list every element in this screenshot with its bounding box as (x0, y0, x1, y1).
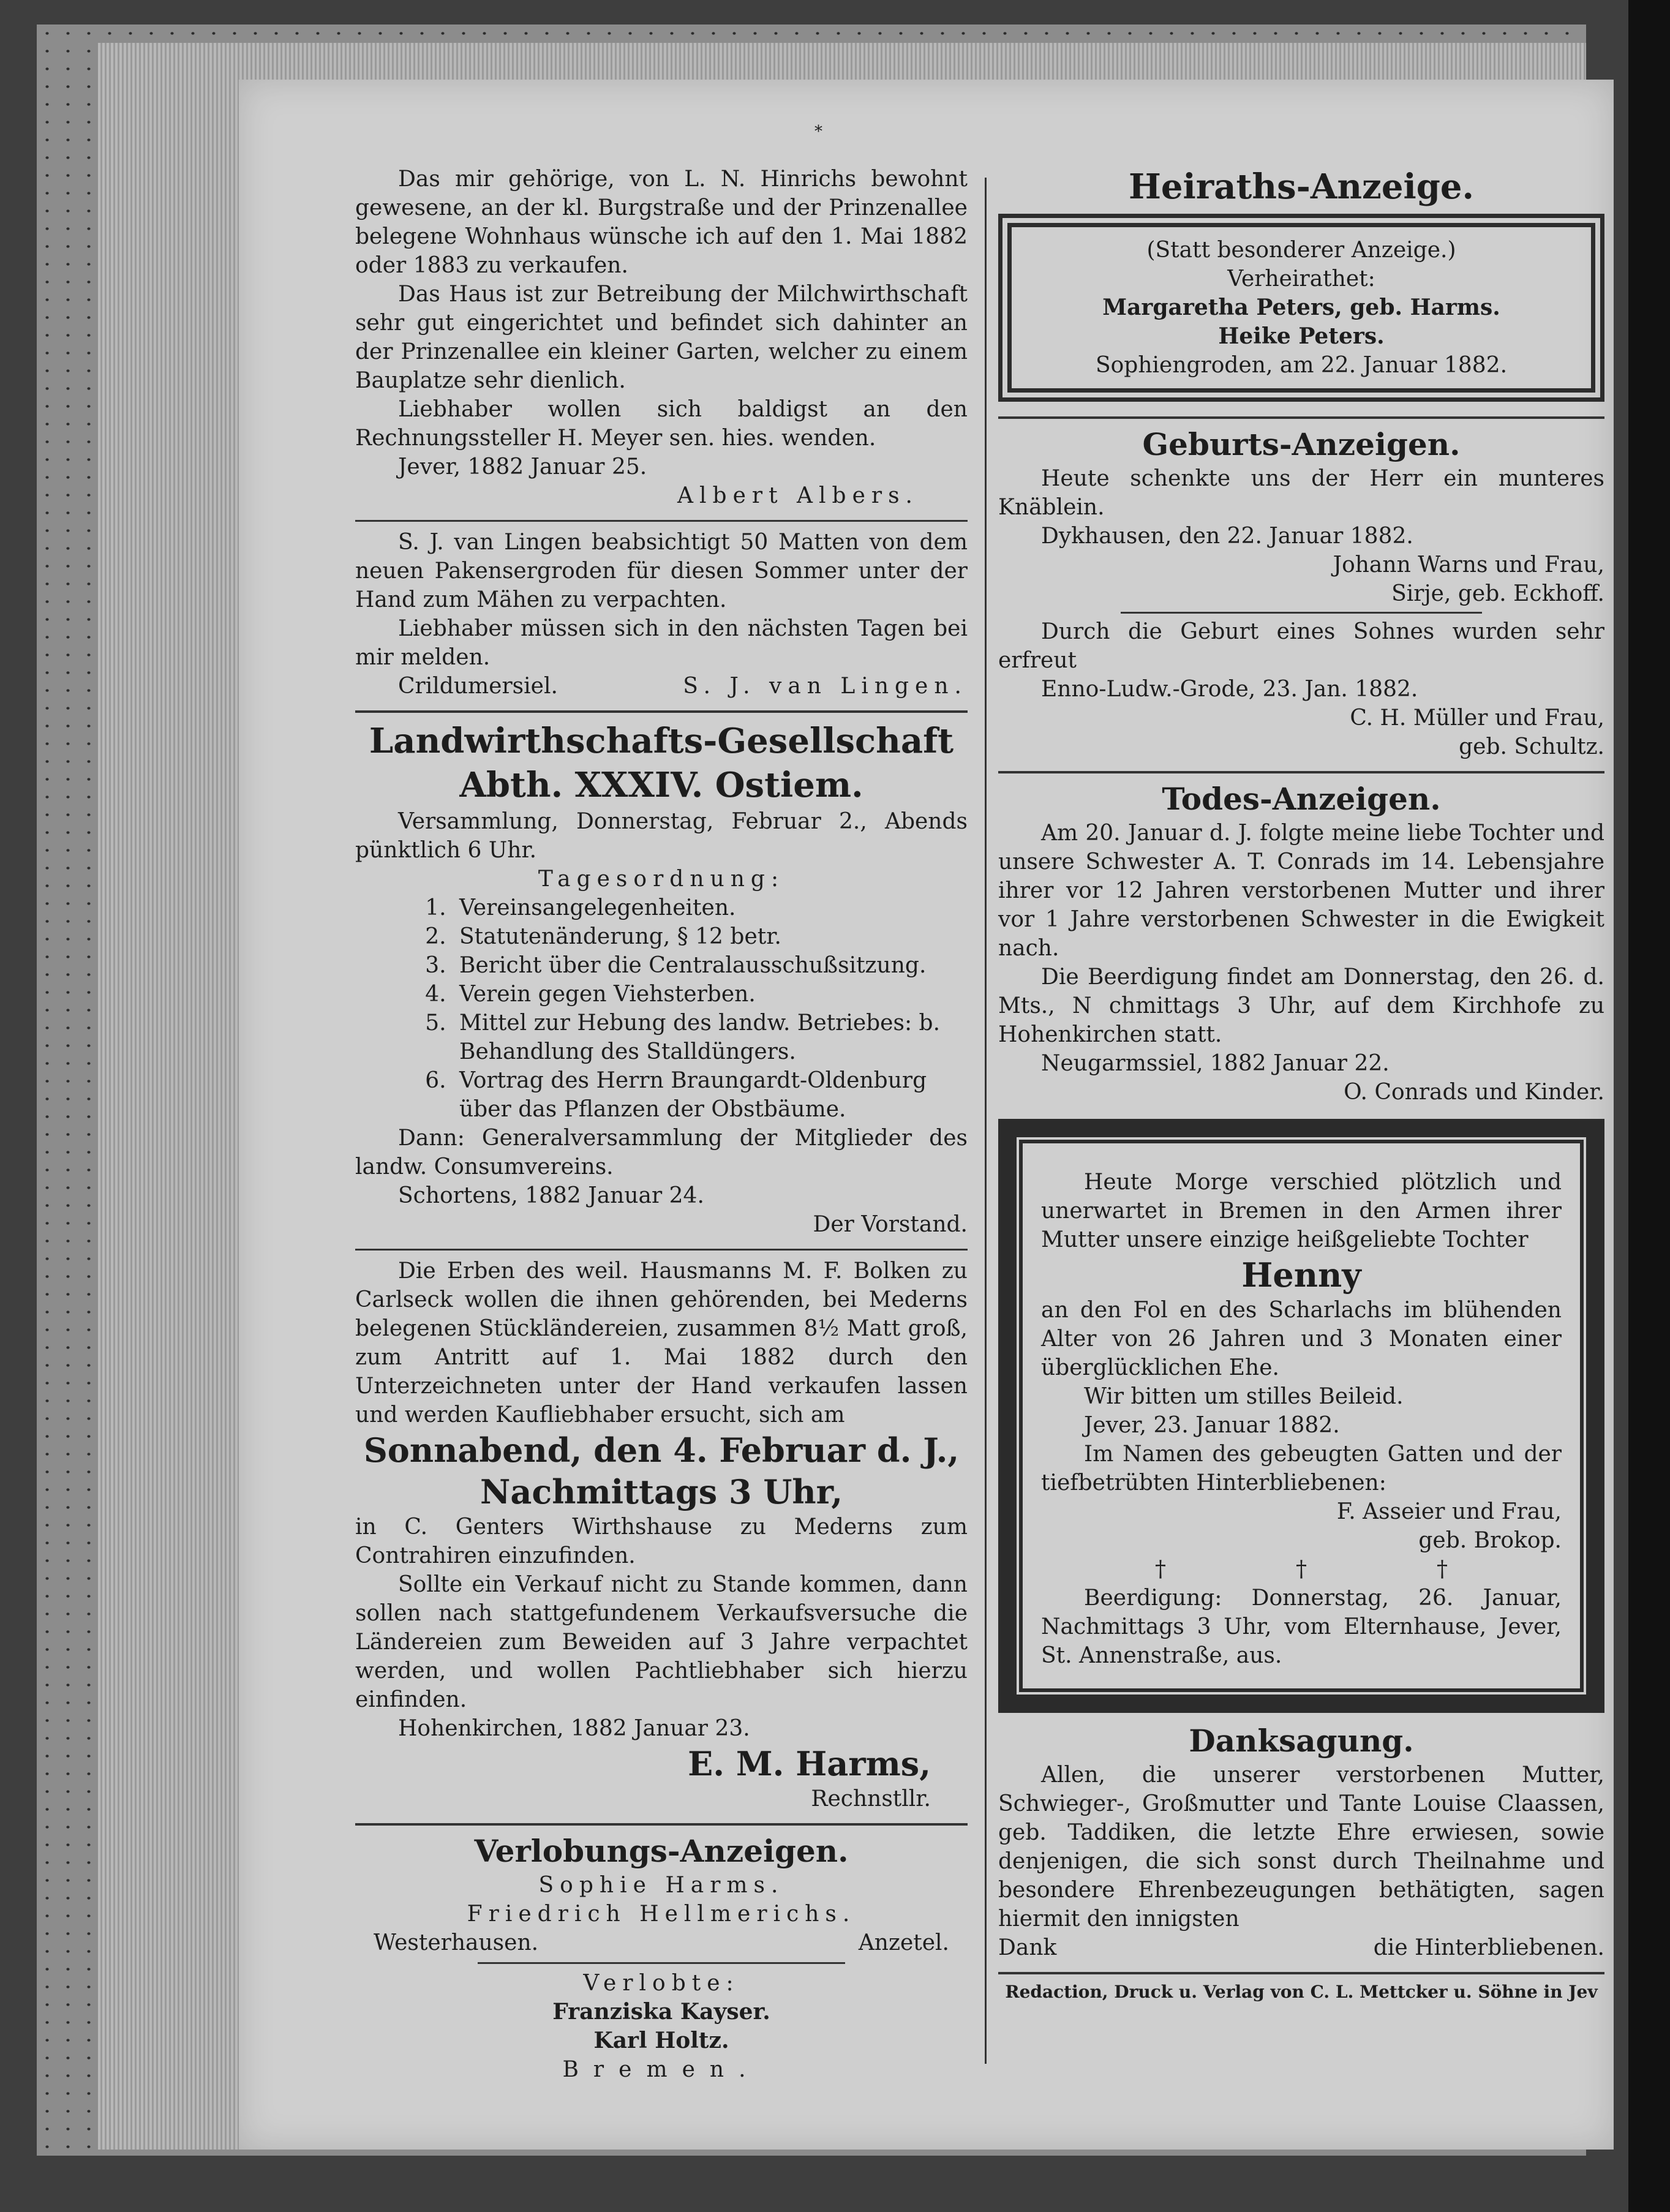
ad-text: Im Namen des gebeugten Gatten und der tiefbetrübten Hinterbliebenen: (1041, 1442, 1562, 1495)
ad-text: Allen, die unserer verstorbenen Mutter, Schwieger-, Großmutter und Tante Louise Claassen, geb. Taddiken, die letzte Ehre erwiesen, sowie denjenigen, die sich sonst durch Theilnahme und besondere Ehrenbezeugungen bethätigten, sagen hiermit den innigsten (998, 1762, 1604, 1932)
ad-land-sale (355, 1254, 968, 1819)
place: Westerhausen. (374, 1930, 539, 1955)
agenda-item: 2. Statutenänderung, § 12 betr. (453, 922, 968, 951)
ornamental-frame (998, 214, 1604, 402)
place: Crildumersiel. (398, 674, 558, 699)
agenda-title: Tagesordnung: (538, 867, 785, 892)
name: Margaretha Peters, geb. Harms. (1102, 295, 1500, 320)
ad-marriage (998, 162, 1604, 413)
sale-date: Sonnabend, den 4. Februar d. J., (363, 1431, 960, 1470)
meeting-intro: Versammlung, Donnerstag, Februar 2., Abends pünktlich 6 Uhr. (355, 809, 968, 863)
name: Franziska Kayser. (552, 1999, 770, 2025)
city: Bremen. (562, 2057, 761, 2082)
ad-meadow-lease (355, 525, 968, 707)
signature: F. Asseier und Frau, (1336, 1499, 1562, 1524)
ad-text: Die Beerdigung findet am Donnerstag, den 26. d. Mts., N chmittags 3 Uhr, auf dem Kirchhofe zu Hohenkirchen statt. (998, 965, 1604, 1047)
agenda-item: 5. Mittel zur Hebung des landw. Betriebes: b. Behandlung des Stalldüngers. (453, 1009, 968, 1066)
general-assembly: Dann: Generalversammlung der Mitglieder des landw. Consumvereins. (355, 1126, 968, 1179)
signature: Johann Warns und Frau, (1333, 552, 1604, 577)
place-date: Sophiengroden, am 22. Januar 1882. (1095, 353, 1508, 378)
agenda-item: 6. Vortrag des Herrn Braungardt-Oldenburg über das Pflanzen der Obstbäume. (453, 1066, 968, 1124)
signature: E. M. Harms, (688, 1744, 931, 1783)
ad-agricultural-society (355, 717, 968, 1245)
crosses (1041, 1555, 1562, 1584)
ad-text: S. J. van Lingen beabsichtigt 50 Matten von dem neuen Pakensergroden für diesen Sommer unter der Hand zum Mähen zu verpachten. (355, 530, 968, 612)
printer-imprint: Redaction, Druck u. Verlag von C. L. Mettcker u. Söhne in Jev (1005, 1982, 1598, 2002)
column-separator (985, 178, 987, 2064)
ad-text: Wir bitten um stilles Beileid. (1084, 1384, 1404, 1409)
label: Verlobte: (583, 1971, 740, 1996)
signature-row (355, 672, 968, 701)
signature: die Hinterbliebenen. (1373, 1935, 1604, 1960)
name: Friedrich Hellmerichs. (467, 1902, 856, 1927)
agenda-item: 3. Bericht über die Centralausschußsitzung. (453, 951, 968, 980)
ad-thanks (998, 1719, 1604, 1968)
ad-text: Das Haus ist zur Betreibung der Milchwirthschaft sehr gut eingerichtet und befindet sich dahinter an der Prinzenallee ein kleiner Garten, welcher zu einem Bauplatze sehr dienlich. (355, 282, 968, 393)
ad-house-sale (355, 162, 968, 516)
page-mark: * (814, 122, 822, 141)
place-date: Schortens, 1882 Januar 24. (398, 1183, 704, 1208)
short-divider (478, 1962, 845, 1964)
thanks-title: Danksagung. (1189, 1723, 1414, 1759)
ad-text: Die Erben des weil. Hausmanns M. F. Bolken zu Carlseck wollen die ihnen gehörenden, bei Mederns belegenen Stückländereien, zusammen 8½ Matt groß, zum Antritt auf 1. Mai 1882 durch den Unterzeichneten unter der Hand verkaufen lassen und werden Kaufliebhaber ersucht, sich am (355, 1258, 968, 1428)
signature: Sirje, geb. Eckhoff. (1391, 581, 1604, 606)
burial-info: Beerdigung: Donnerstag, 26. Januar, Nachmittags 3 Uhr, vom Elternhause, Jever, St. Annenstraße, aus. (1041, 1586, 1562, 1668)
ad-text: Sollte ein Verkauf nicht zu Stande kommen, dann sollen nach stattgefundenem Verkaufsversuche die Ländereien zum Beweiden auf 3 Jahre verpachtet werden, und wollen Pachtliebhaber sich hierzu einfinden. (355, 1572, 968, 1712)
ad-text: Das mir gehörige, von L. N. Hinrichs bewohnt gewesene, an der kl. Burgstraße und der Prinzenallee belegene Wohnhaus wünsche ich auf den 1. Mai 1882 oder 1883 zu verkaufen. (355, 167, 968, 278)
place-date: Dykhausen, den 22. Januar 1882. (1041, 524, 1413, 549)
thanks-word: Dank (998, 1935, 1057, 1960)
agenda-list (355, 893, 968, 1124)
left-column (355, 162, 968, 2090)
agenda-item: 1. Vereinsangelegenheiten. (453, 893, 968, 922)
subtitle: (Statt besonderer Anzeige.) (1146, 238, 1456, 263)
divider (355, 520, 968, 522)
divider (355, 1823, 968, 1826)
cross-icon: † (1437, 1557, 1448, 1582)
place-date: Hohenkirchen, 1882 Januar 23. (398, 1716, 750, 1741)
place: Anzetel. (858, 1930, 949, 1955)
signature-row (998, 1933, 1604, 1962)
name: Karl Holtz. (593, 2028, 729, 2053)
ad-text: Liebhaber wollen sich baldigst an den Rechnungssteller H. Meyer sen. hies. wenden. (355, 397, 968, 451)
place-date: Jever, 23. Januar 1882. (1084, 1413, 1340, 1438)
signature-title: Rechnstllr. (811, 1786, 931, 1811)
signature: Der Vorstand. (813, 1212, 968, 1237)
ad-text: Liebhaber müssen sich in den nächsten Tagen bei mir melden. (355, 616, 968, 670)
deceased-name: Henny (1241, 1255, 1361, 1295)
right-column (998, 162, 1604, 2004)
name: Heike Peters. (1218, 323, 1385, 349)
ad-text: Am 20. Januar d. J. folgte meine liebe Tochter und unsere Schwester A. T. Conrads im 14. Lebensjahre ihrer vor 12 Jahren verstorbenen Mutter und ihrer vor 1 Jahre verstorbenen Schwester in die Ewigkeit nach. (998, 821, 1604, 961)
mourning-frame (998, 1119, 1604, 1713)
signature: C. H. Müller und Frau, (1350, 705, 1604, 731)
short-divider (1121, 612, 1482, 614)
signature: geb. Brokop. (1418, 1528, 1562, 1553)
agenda-item: 4. Verein gegen Viehsterben. (453, 980, 968, 1009)
society-title: Landwirthschafts-Gesellschaft (369, 721, 954, 761)
ad-engagements (355, 1829, 968, 2090)
signature: Albert Albers. (677, 483, 919, 508)
society-subtitle: Abth. XXXIV. Ostiem. (459, 765, 863, 805)
divider (998, 1972, 1604, 1974)
divider (355, 710, 968, 713)
signature: S. J. van Lingen. (683, 674, 968, 699)
birth-title: Geburts-Anzeigen. (1142, 426, 1461, 462)
places-row (355, 1928, 968, 1957)
name: Sophie Harms. (538, 1873, 784, 1898)
ad-text: in C. Genters Wirthshause zu Mederns zum Contrahiren einzufinden. (355, 1514, 968, 1568)
engagement-title: Verlobungs-Anzeigen. (474, 1833, 849, 1869)
divider (355, 1249, 968, 1251)
signature: geb. Schultz. (1459, 734, 1604, 759)
ad-text: Heute Morge verschied plötzlich und unerwartet in Bremen in den Armen ihrer Mutter unsere einzige heißgeliebte Tochter (1041, 1170, 1562, 1252)
label: Verheirathet: (1227, 266, 1375, 292)
divider (998, 416, 1604, 419)
ad-births (998, 423, 1604, 767)
ad-text: an den Fol en des Scharlachs im blühenden Alter von 26 Jahren und 3 Monaten einer überglücklichen Ehe. (1041, 1298, 1562, 1380)
ad-text: Durch die Geburt eines Sohnes wurden sehr erfreut (998, 619, 1604, 673)
marriage-title: Heiraths-Anzeige. (1128, 167, 1475, 207)
cross-icon: † (1155, 1557, 1166, 1582)
place-date: Neugarmssiel, 1882 Januar 22. (1041, 1051, 1390, 1076)
place-date: Jever, 1882 Januar 25. (398, 454, 647, 480)
signature: O. Conrads und Kinder. (1344, 1080, 1604, 1105)
sale-time: Nachmittags 3 Uhr, (480, 1472, 843, 1511)
place-date: Enno-Ludw.-Grode, 23. Jan. 1882. (1041, 677, 1418, 702)
cross-icon: † (1296, 1557, 1307, 1582)
background-dark (1628, 0, 1670, 2212)
divider (998, 771, 1604, 773)
ad-deaths (998, 777, 1604, 1113)
newspaper-page (239, 80, 1614, 2150)
ad-text: Heute schenkte uns der Herr ein munteres Knäblein. (998, 466, 1604, 520)
death-title: Todes-Anzeigen. (1162, 781, 1441, 817)
